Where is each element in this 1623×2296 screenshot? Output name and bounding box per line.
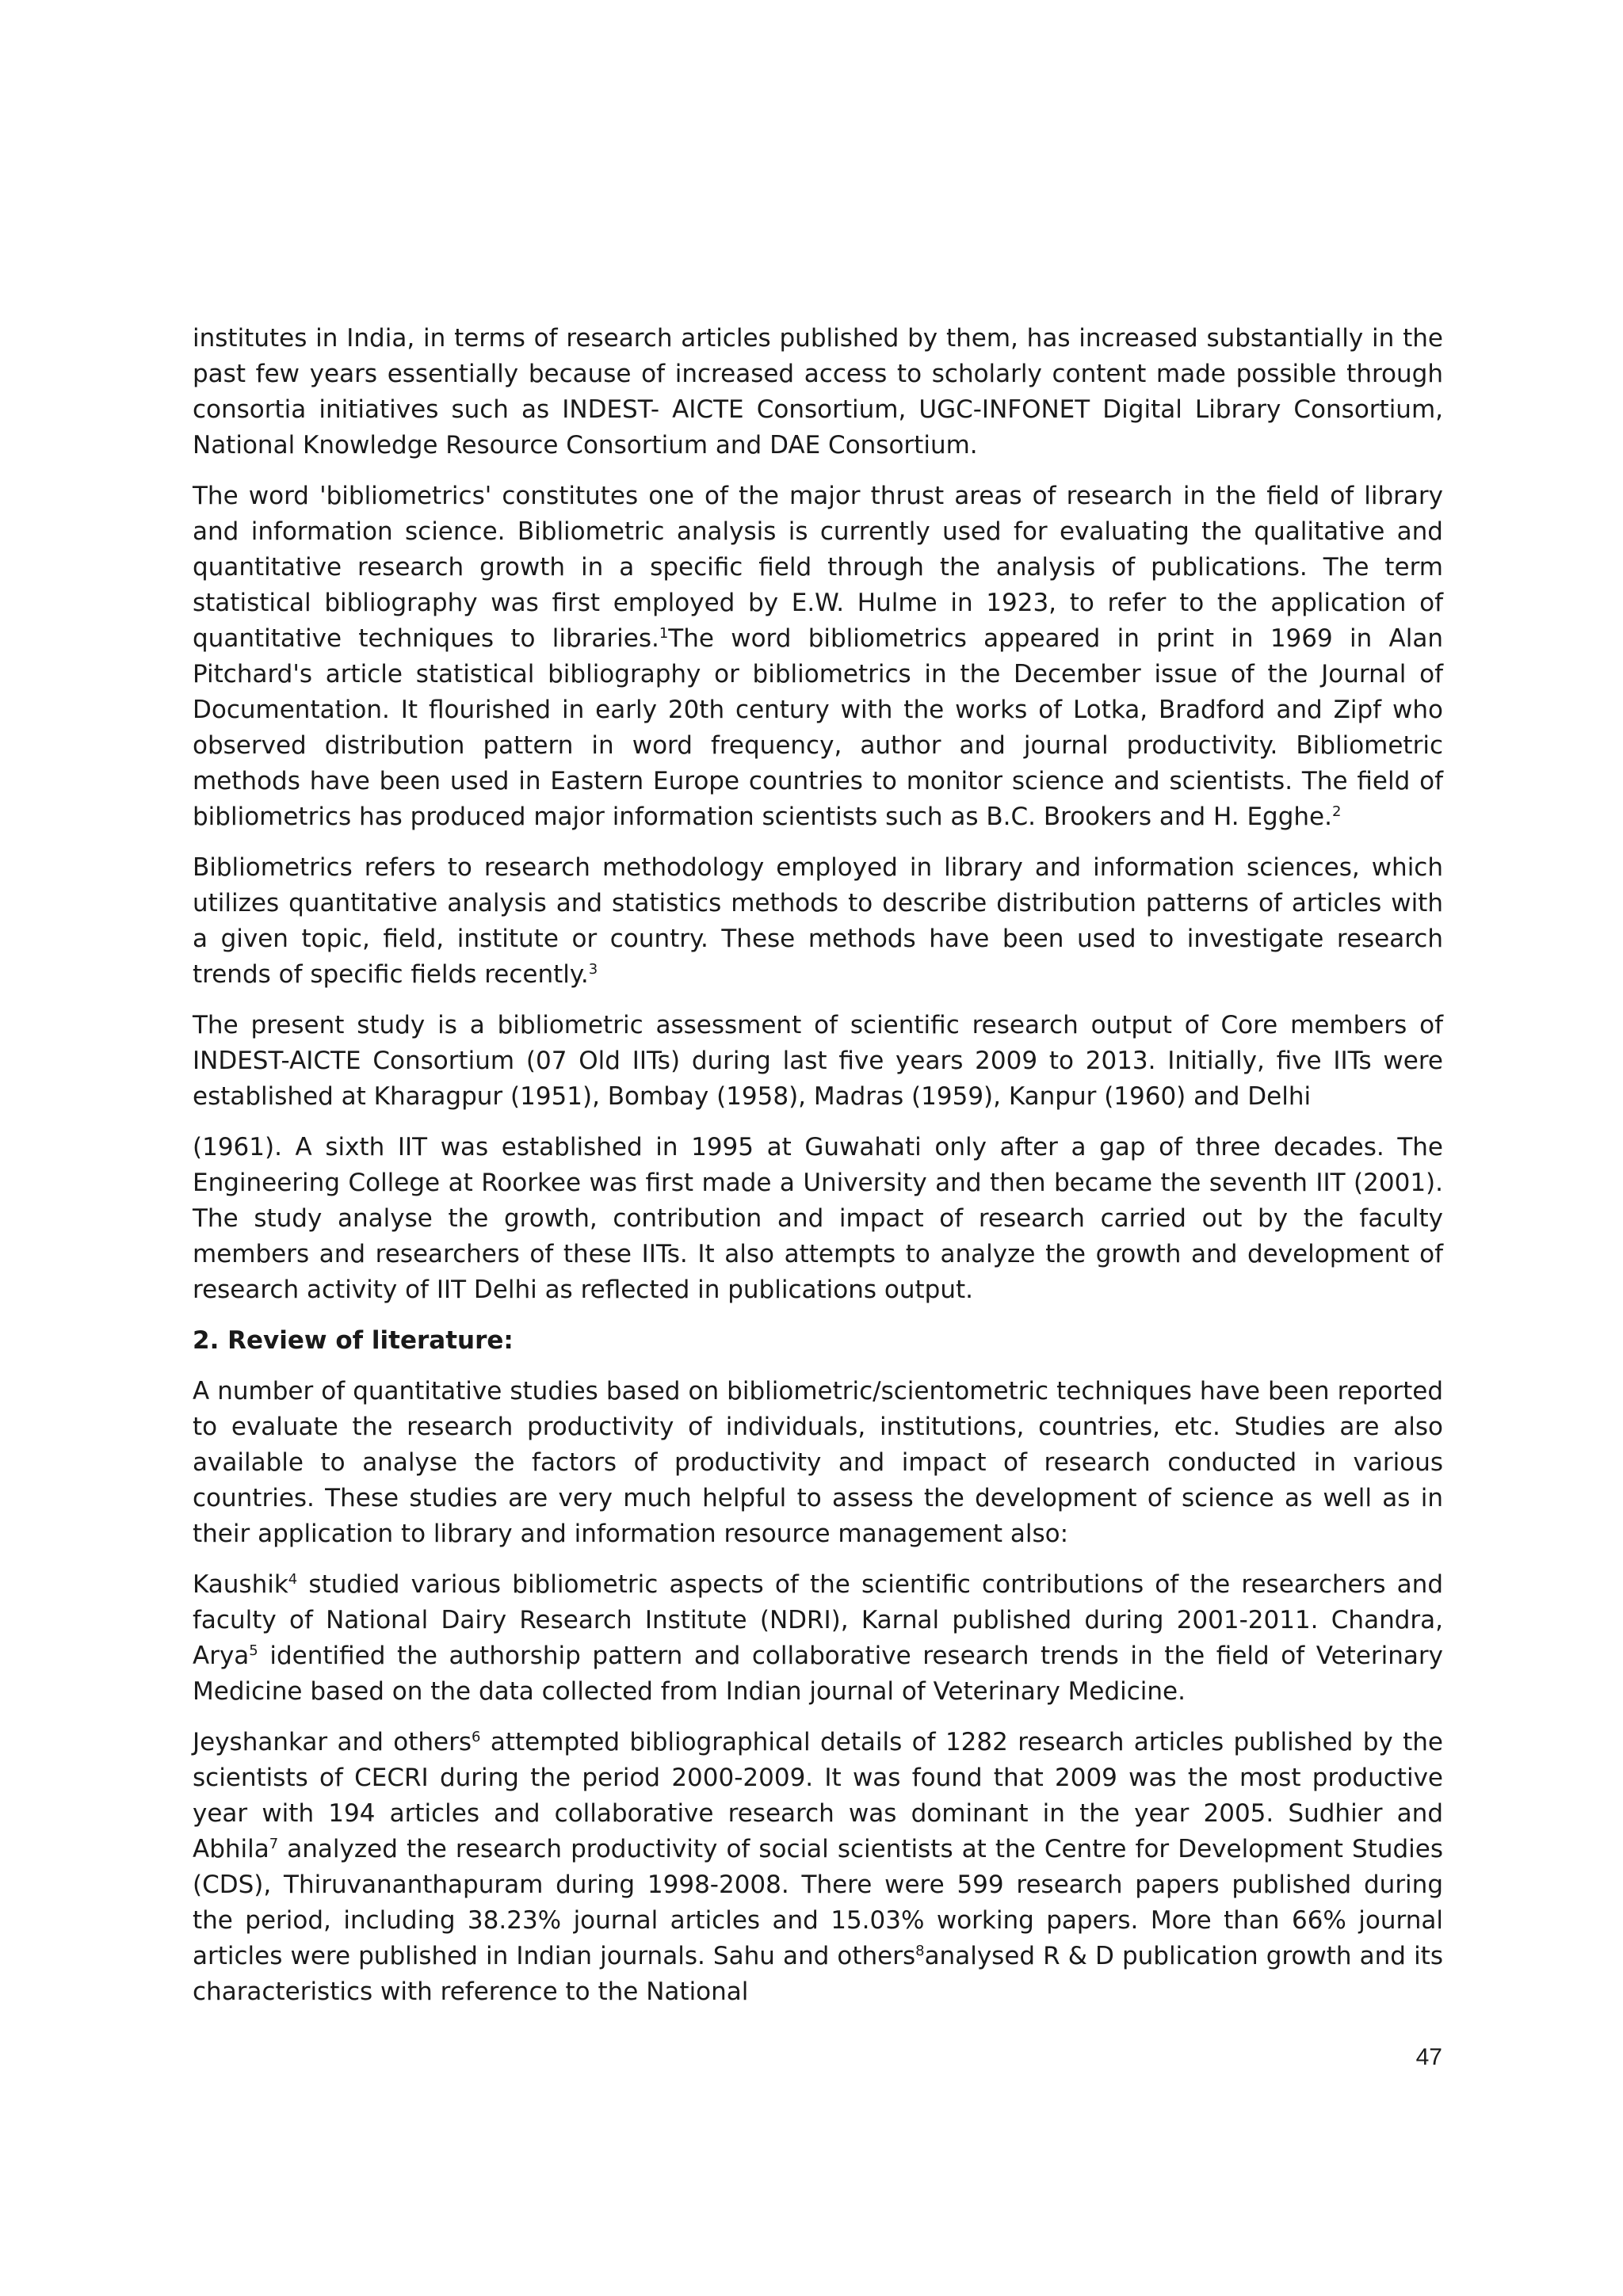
footnote-ref-5[interactable]: 5 — [249, 1642, 258, 1659]
paragraph-text: A number of quantitative studies based on bibliometric/scientometric techniques have been reported to evaluate the research productivity of individuals, institutions, countries, etc. Studies are also available to analyse the factors of productivity and impact of research conducted in various countries. These studies are very much helpful to assess the development of science as well as in their application to library and information resource management also: — [193, 1377, 1443, 1548]
paragraph-jeyshankar — [193, 1725, 1443, 2010]
paragraph-methodology — [193, 850, 1443, 993]
footnote-ref-6[interactable]: 6 — [472, 1729, 481, 1745]
paragraph-text: attempted bibliographical details of 1282 research articles published by the scientists of CECRI during the period 2000-2009. It was found that 2009 was the most productive year with 194 articles and collaborative research was dominant in the year 2005. Sudhier and Abhila — [193, 1728, 1443, 1863]
footnote-ref-3[interactable]: 3 — [588, 961, 598, 978]
paragraph-text: identified the authorship pattern and collaborative research trends in the field of Veterinary Medicine based on the data collected from Indian journal of Veterinary Medicine. — [193, 1642, 1443, 1706]
paragraph-text: Kaushik — [193, 1570, 288, 1599]
paragraph-text: institutes in India, in terms of research articles published by them, has increased substantially in the past few years essentially because of increased access to scholarly content made possible through consortia initiatives such as INDEST- AICTE Consortium, UGC-INFONET Digital Library Consortium, National Knowledge Resource Consortium and DAE Consortium. — [193, 324, 1443, 460]
paragraph-text: studied various bibliometric aspects of the scientific contributions of the researchers and faculty of National Dairy Research Institute (NDRI), Karnal published during 2001-2011. Chandra, Arya — [193, 1570, 1443, 1670]
paragraph-text: (1961). A sixth IIT was established in 1995 at Guwahati only after a gap of three decades. The Engineering College at Roorkee was first made a University and then became the seventh IIT (2001). The study analyse the growth, contribution and impact of research carried out by the faculty members and researchers of these IITs. It also attempts to analyze the growth and development of research activity of IIT Delhi as reflected in publications output. — [193, 1133, 1443, 1304]
footnote-ref-7[interactable]: 7 — [269, 1836, 279, 1852]
section-heading-review: 2. Review of literature: — [193, 1326, 514, 1355]
footnote-ref-1[interactable]: 1 — [659, 625, 669, 642]
footnote-ref-8[interactable]: 8 — [915, 1943, 925, 1959]
paragraph-consortia — [193, 321, 1443, 463]
paragraph-kaushik — [193, 1567, 1443, 1710]
paragraph-text: Jeyshankar and others — [193, 1728, 472, 1756]
paragraph-text: The word 'bibliometrics' constitutes one of the major thrust areas of research in the field of library and information science. Bibliometric analysis is currently used for evaluating the qualitative and quantitative research growth in a specific field through the analysis of publications. The term statistical bibliography was first employed by E.W. Hulme in 1923, to refer to the application of quantitative techniques to libraries. — [193, 482, 1443, 653]
paragraph-text: The word bibliometrics appeared in print in 1969 in Alan Pitchard's article statistical bibliography or bibliometrics in the December issue of the Journal of Documentation. It flourished in early 20th century with the works of Lotka, Bradford and Zipf who observed distribution pattern in word frequency, author and journal productivity. Bibliometric methods have been used in Eastern Europe countries to monitor science and scientists. The field of bibliometrics has produced major information scientists such as B.C. Brookers and H. Egghe. — [193, 624, 1443, 831]
paragraph-present-study — [193, 1008, 1443, 1115]
page-number: 47 — [1415, 2044, 1442, 2070]
page-body — [193, 321, 1443, 2025]
footnote-ref-2[interactable]: 2 — [1332, 803, 1342, 820]
footnote-ref-4[interactable]: 4 — [288, 1571, 298, 1588]
paragraph-bibliometrics-definition — [193, 479, 1443, 835]
paragraph-text: analysed R & D publication growth and its characteristics with reference to the National — [193, 1942, 1443, 2006]
paragraph-text: Bibliometrics refers to research methodology employed in library and information sciences, which utilizes quantitative analysis and statistics methods to describe distribution patterns of articles with a given topic, field, institute or country. These methods have been used to investigate research trends of specific fields recently. — [193, 853, 1443, 989]
paragraph-text: The present study is a bibliometric assessment of scientific research output of Core members of INDEST-AICTE Consortium (07 Old IITs) during last five years 2009 to 2013. Initially, five IITs were established at Kharagpur (1951), Bombay (1958), Madras (1959), Kanpur (1960) and Delhi — [193, 1011, 1443, 1111]
paragraph-iit-history — [193, 1130, 1443, 1308]
paragraph-text: analyzed the research productivity of social scientists at the Centre for Development Studies (CDS), Thiruvananthapuram during 1998-2008. There were 599 research papers published during the period, including 38.23% journal articles and 15.03% working papers. More than 66% journal articles were published in Indian journals. Sahu and others — [193, 1835, 1443, 1970]
paragraph-quantitative-studies — [193, 1374, 1443, 1552]
